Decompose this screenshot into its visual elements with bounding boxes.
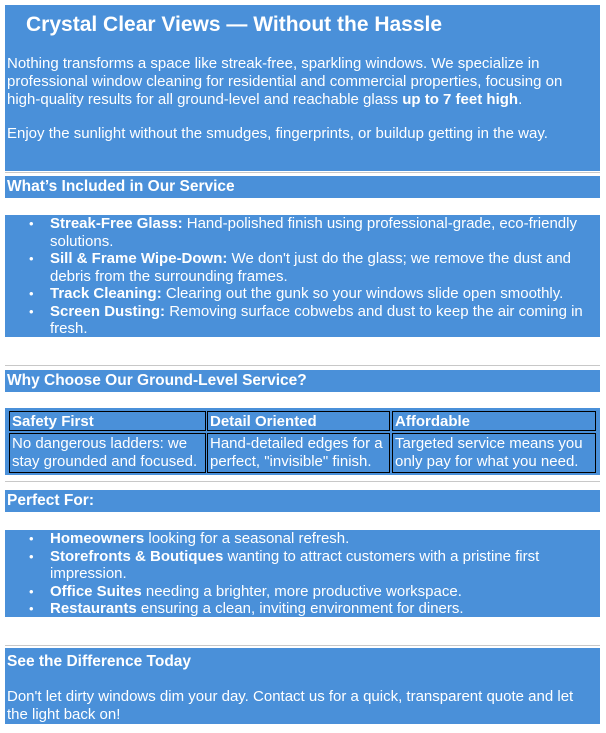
list-item-text: Removing surface cobwebs and dust to keep the air coming in fresh. [50,302,583,337]
list-item-term: Restaurants [50,600,137,617]
list-item-text: ensuring a clean, inviting environment for diners. [136,600,464,617]
list-item-term: Screen Dusting: [50,302,166,320]
list-item [5,530,600,548]
why-table [5,408,600,475]
list-item [5,285,600,303]
divider [5,645,600,646]
list-item [5,250,600,285]
why-heading: Why Choose Our Ground-Level Service? [7,372,307,389]
divider [5,481,600,482]
table-cell-detail: Hand-detailed edges for a perfect, "invisible" finish. [207,433,390,473]
table-cell-safety: No dangerous ladders: we stay grounded and focused. [9,433,206,473]
list-item-term: Sill & Frame Wipe-Down: [50,250,228,267]
list-item-text: We don't just do the glass; we remove the dust and debris from the surrounding frames. [50,250,572,285]
intro-second-paragraph: Enjoy the sunlight without the smudges, fingerprints, or buildup getting in the way. [7,125,548,142]
table-cell-affordable: Targeted service means you only pay for what you need. [392,433,596,473]
divider [5,172,600,173]
why-heading-bar [5,370,600,392]
list-item-term: Storefronts & Boutiques [50,547,224,565]
intro-end: . [518,91,523,108]
list-item-term: Streak-Free Glass: [50,215,183,232]
list-item-term: Office Suites [50,582,142,600]
hero-section [5,5,600,171]
list-item [5,583,600,601]
perfect-heading-bar [5,490,600,512]
list-item-text: Hand-polished finish using professional-grade, eco-friendly solutions. [50,215,577,250]
perfect-heading: Perfect For: [7,492,94,509]
list-item-term: Track Cleaning: [50,285,162,302]
page-title: Crystal Clear Views — Without the Hassle [26,13,443,36]
list-item-term: Homeowners [50,530,145,547]
intro-paragraph [7,55,597,109]
list-item [5,600,600,618]
included-heading: What’s Included in Our Service [7,178,235,195]
divider [5,365,600,366]
intro-highlight: up to 7 feet high [402,91,519,108]
table-header-detail: Detail Oriented [207,411,390,431]
cta-section [5,648,600,724]
list-item-text: needing a brighter, more productive workspace. [141,582,462,600]
table-header-safety: Safety First [9,411,206,431]
list-item-text: Clearing out the gunk so your windows slide open smoothly. [161,285,564,302]
cta-text: Don't let dirty windows dim your day. Contact us for a quick, transparent quote and let the light back on! [7,688,574,723]
list-item [5,303,600,338]
included-heading-bar [5,176,600,198]
intro-text: Nothing transforms a space like streak-free, sparkling windows. We specialize in professional window cleaning for residential and commercial properties, focusing on high-quality results for all ground-level and reachable glass [7,55,563,108]
table-header-affordable: Affordable [392,411,596,431]
list-item [5,548,600,583]
list-item [5,215,600,250]
cta-heading: See the Difference Today [7,653,192,670]
perfect-list [5,530,600,618]
list-item-text: looking for a seasonal refresh. [144,530,350,547]
included-list [5,215,600,338]
included-list-block [5,215,600,337]
perfect-list-block [5,530,600,617]
list-item-text: wanting to attract customers with a pristine first impression. [50,547,540,582]
